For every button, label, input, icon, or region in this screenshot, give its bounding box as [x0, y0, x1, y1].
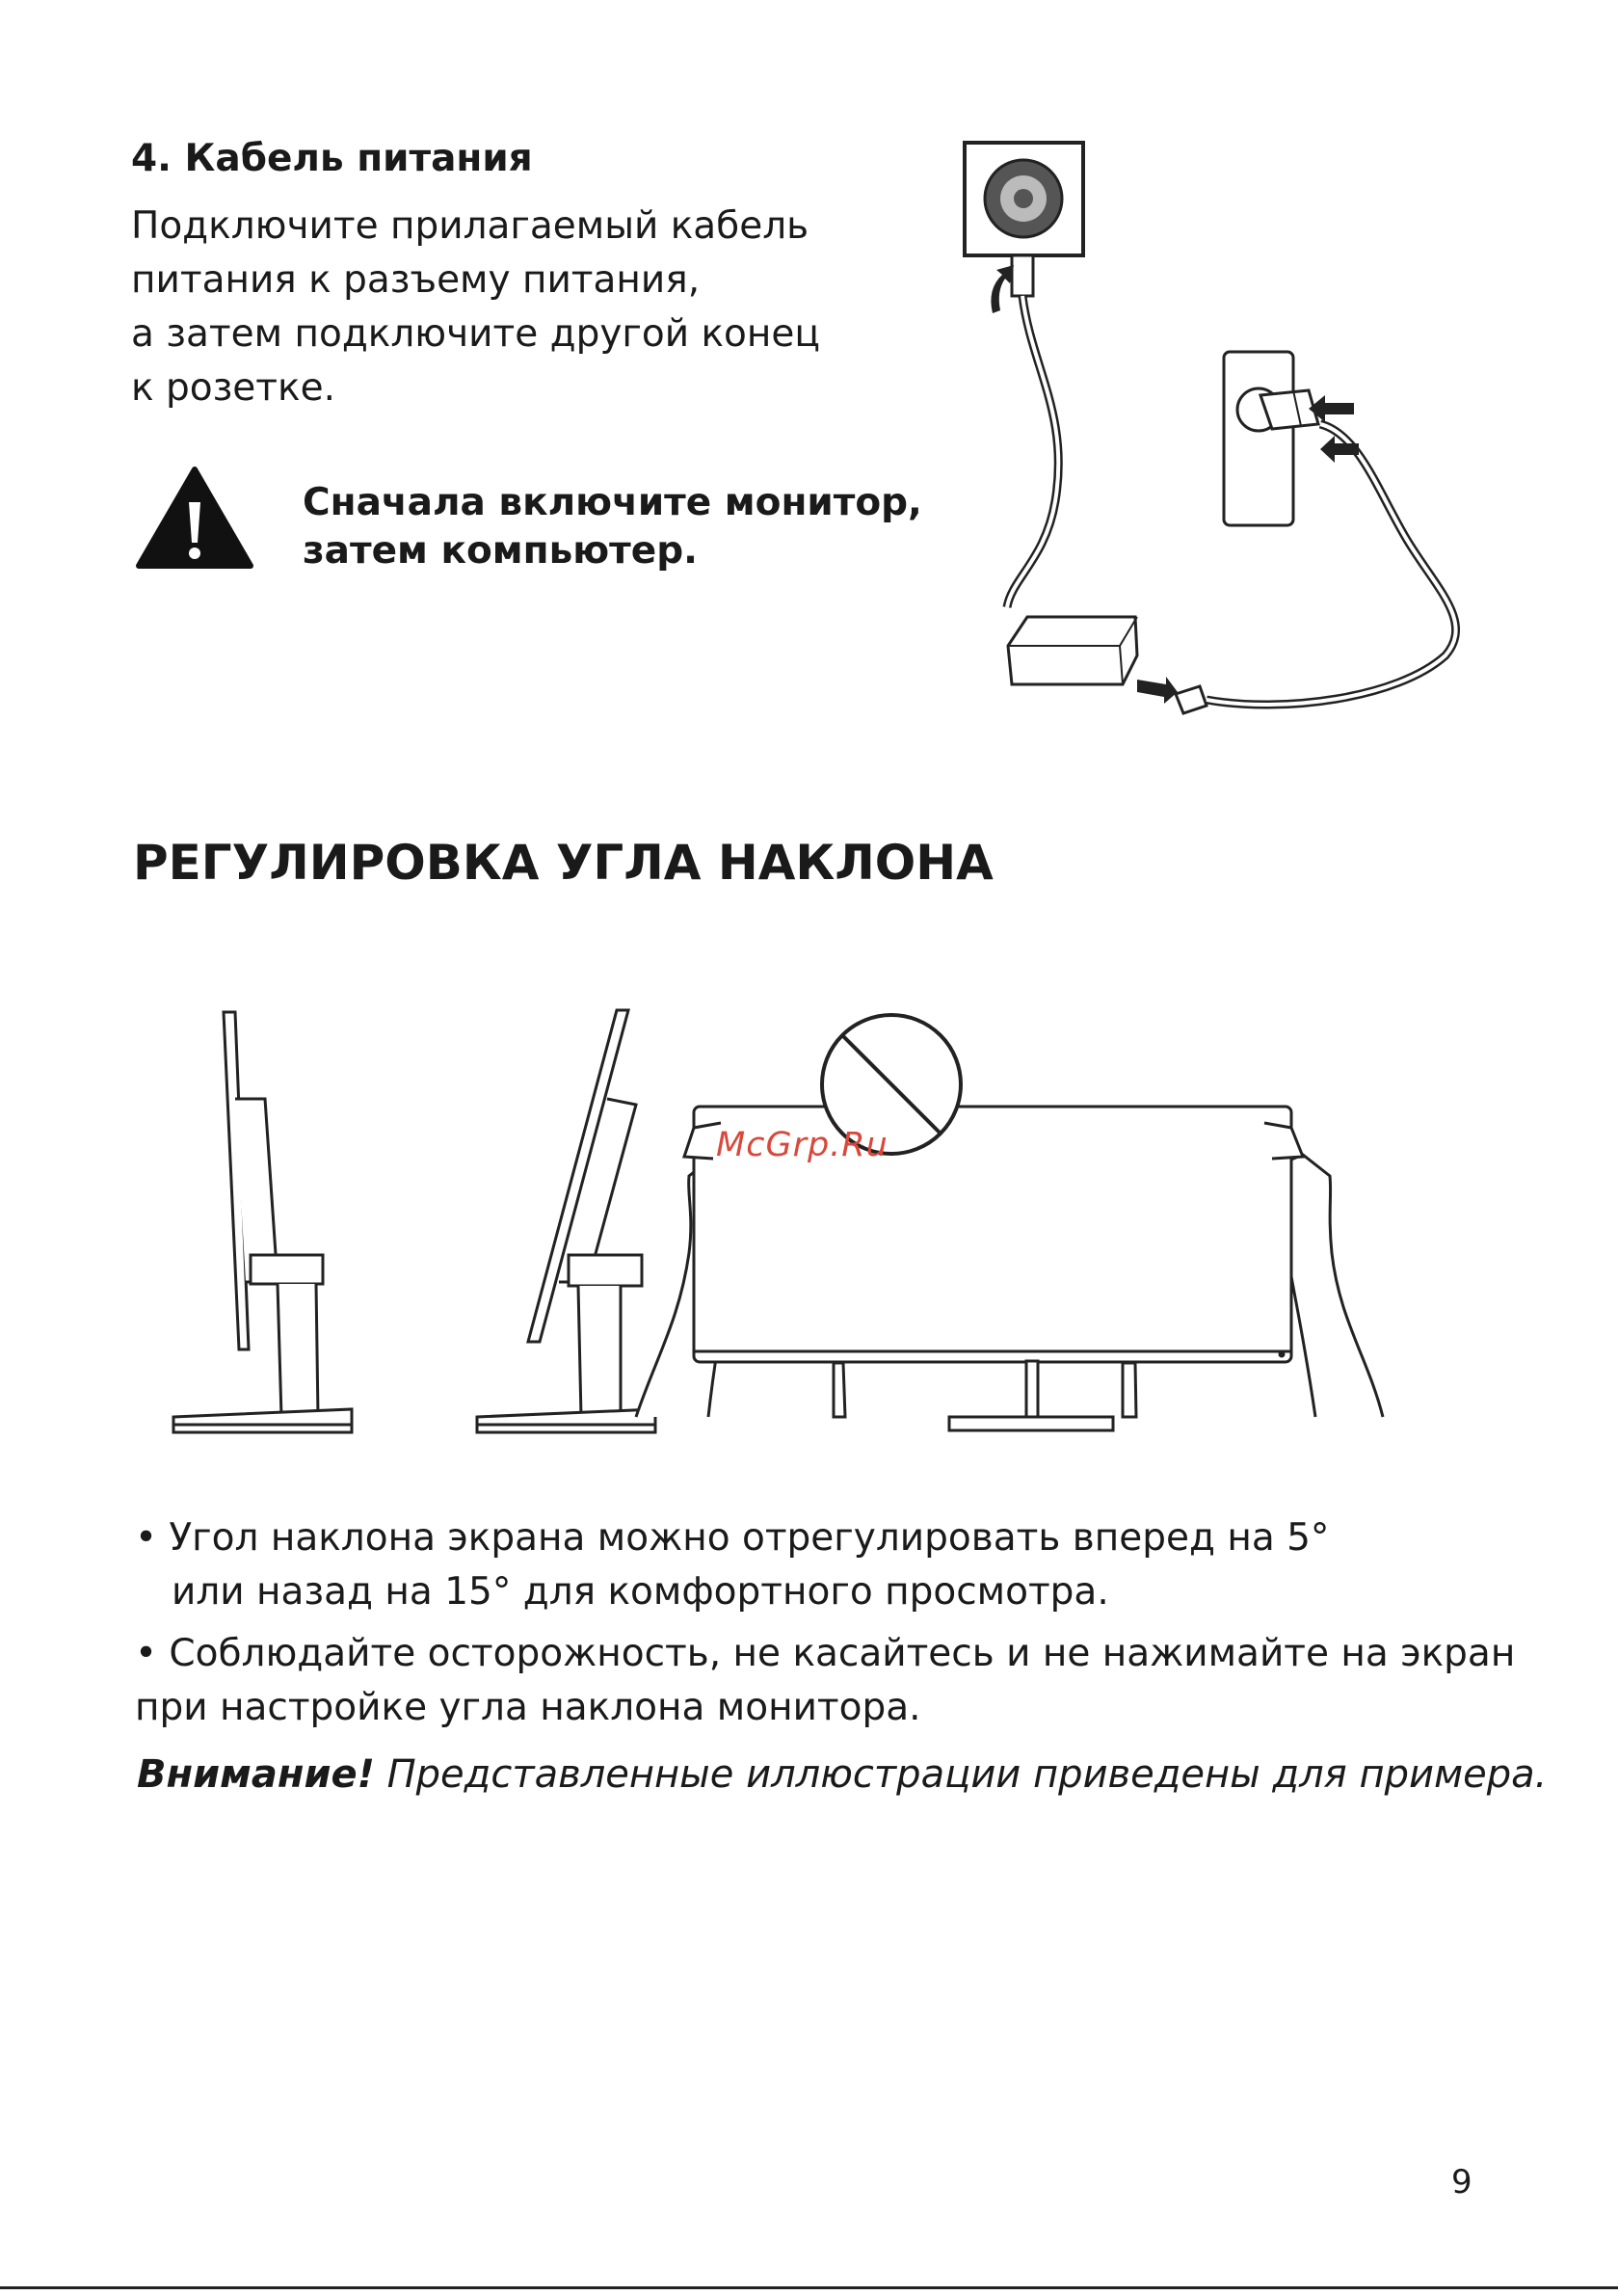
power-cable-illustration [954, 135, 1474, 733]
section-title: 4. Кабель питания [131, 137, 533, 180]
warning-line: Сначала включите монитор, [303, 481, 922, 524]
bullet-item [135, 1511, 1523, 1619]
wall-socket [1224, 352, 1293, 525]
intro-line: а затем подключите другой конец [131, 312, 820, 356]
tilt-illustrations [154, 993, 1484, 1436]
monitor-side-upright [173, 1012, 352, 1432]
bullet-line: или назад на 15° для комфортного просмотра. [172, 1570, 1109, 1614]
bullet-item [135, 1627, 1523, 1735]
bullet-line: • Угол наклона экрана можно отрегулировать вперед на 5° [135, 1516, 1330, 1560]
note-text: Представленные иллюстрации приведены для примера. [374, 1752, 1548, 1797]
note-label: Внимание! [137, 1752, 375, 1797]
warning-text [303, 479, 922, 575]
bullet-line: • Соблюдайте осторожность, не касайтесь и не нажимайте на экран [135, 1632, 1516, 1675]
intro-paragraph [131, 200, 902, 415]
monitor-side-tilted [477, 1010, 655, 1432]
page-number: 9 [1451, 2163, 1472, 2202]
warning-triangle-icon [135, 466, 254, 572]
tilt-heading: РЕГУЛИРОВКА УГЛА НАКЛОНА [133, 835, 994, 891]
monitor-front-hands [636, 1015, 1383, 1430]
intro-line: Подключите прилагаемый кабель [131, 204, 809, 248]
disclaimer-note [137, 1752, 1547, 1797]
bottom-rule [0, 2286, 1618, 2289]
intro-line: к розетке. [131, 366, 335, 410]
bullet-line: при настройке угла наклона монитора. [135, 1686, 921, 1729]
tilt-bullets [135, 1511, 1523, 1735]
warning-line: затем компьютер. [303, 529, 698, 573]
intro-line: питания к разъему питания, [131, 258, 701, 302]
watermark: McGrp.Ru [716, 1126, 889, 1164]
